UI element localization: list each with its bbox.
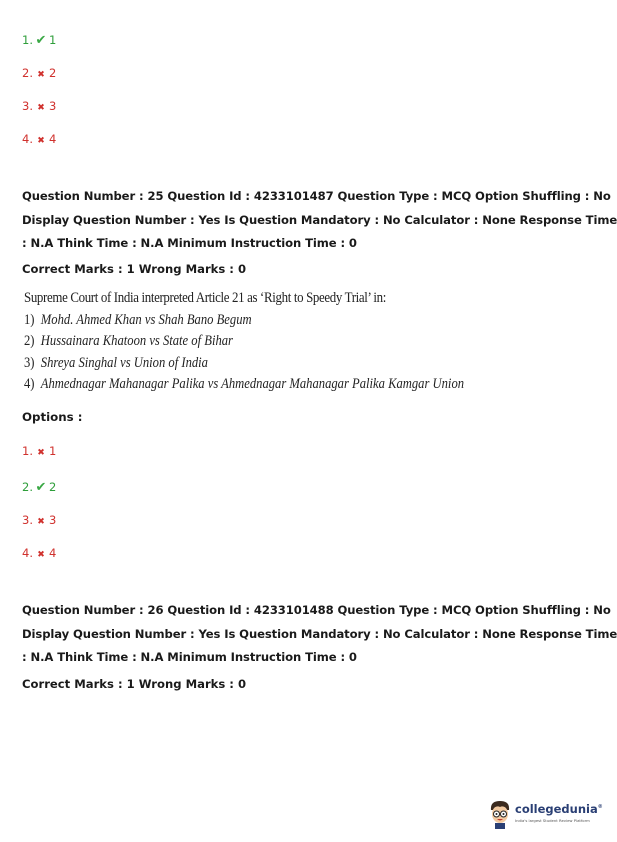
question-25-text	[24, 288, 464, 396]
check-icon: ✔	[35, 33, 47, 48]
option-2	[22, 480, 56, 495]
option-4	[22, 132, 56, 148]
check-icon: ✔	[35, 480, 47, 495]
question-item: 1) Mohd. Ahmed Khan vs Shah Bano Begum	[24, 311, 252, 328]
meta-line: : N.A Think Time : N.A Minimum Instruction Time : 0	[22, 236, 357, 250]
option-number: 2.	[22, 480, 33, 494]
logo-wordmark: collegedunia®	[515, 802, 603, 816]
option-4	[22, 546, 56, 562]
meta-line: Question Number : 25 Question Id : 4233101487 Question Type : MCQ Option Shuffling : No	[22, 189, 611, 203]
question-26-marks: Correct Marks : 1 Wrong Marks : 0	[22, 677, 247, 691]
meta-line: Question Number : 26 Question Id : 4233101488 Question Type : MCQ Option Shuffling : No	[22, 603, 611, 617]
question-25-meta	[22, 185, 617, 256]
cross-icon: ✖	[37, 136, 45, 146]
cross-icon: ✖	[37, 517, 45, 527]
collegedunia-logo	[488, 799, 603, 831]
option-3	[22, 99, 56, 115]
option-number: 4.	[22, 132, 33, 146]
option-value: 1	[48, 444, 57, 458]
option-number: 1.	[22, 444, 33, 458]
question-stem: Supreme Court of India interpreted Article 21 as ‘Right to Speedy Trial’ in:	[24, 290, 386, 306]
meta-line: Display Question Number : Yes Is Question Mandatory : No Calculator : None Response Time	[22, 212, 617, 227]
mascot-icon	[488, 799, 512, 829]
option-number: 4.	[22, 546, 33, 560]
option-1	[22, 444, 56, 460]
cross-icon: ✖	[37, 70, 45, 80]
meta-line: : N.A Think Time : N.A Minimum Instruction Time : 0	[22, 650, 357, 664]
option-1	[22, 33, 56, 48]
option-value: 2	[48, 480, 57, 494]
question-item: 2) Hussainara Khatoon vs State of Bihar	[24, 333, 233, 349]
question-item: 4) Ahmednagar Mahanagar Palika vs Ahmednagar Mahanagar Palika Kamgar Union	[24, 376, 465, 392]
meta-line: Display Question Number : Yes Is Question Mandatory : No Calculator : None Response Time	[22, 626, 617, 641]
option-number: 3.	[22, 99, 33, 113]
question-item: 3) Shreya Singhal vs Union of India	[24, 354, 208, 371]
question-25-marks: Correct Marks : 1 Wrong Marks : 0	[22, 262, 247, 276]
options-label: Options :	[22, 410, 83, 424]
cross-icon: ✖	[37, 550, 45, 560]
option-value: 4	[48, 546, 57, 560]
option-number: 2.	[22, 66, 33, 80]
logo-tagline: India's largest Student Review Platform	[515, 818, 590, 823]
option-2	[22, 66, 56, 82]
cross-icon: ✖	[37, 448, 45, 458]
option-value: 3	[48, 99, 57, 113]
option-value: 1	[48, 33, 57, 47]
option-value: 4	[48, 132, 57, 146]
option-value: 2	[48, 66, 57, 80]
cross-icon: ✖	[37, 103, 45, 113]
option-number: 1.	[22, 33, 33, 47]
question-26-meta	[22, 599, 617, 670]
option-value: 3	[48, 513, 57, 527]
option-3	[22, 513, 56, 529]
option-number: 3.	[22, 513, 33, 527]
